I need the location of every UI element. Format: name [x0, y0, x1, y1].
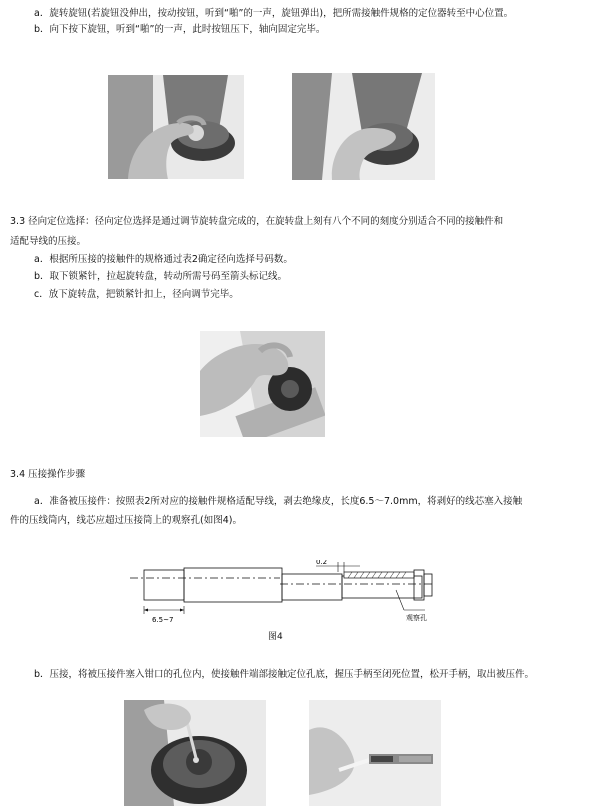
- photo-crimped-contact: [309, 700, 441, 806]
- photo-knob-fixed: [292, 73, 435, 180]
- step-a-knob-text: a．旋转旋钮(若旋钮没伸出，按动按钮，听到“啪”的一声，旋钮弹出)，把所需接触件规格的定位器转至中心位置。: [34, 8, 514, 19]
- tool-insert-icon: [124, 700, 266, 806]
- figure-4-caption: 图4: [268, 632, 283, 642]
- photo-turn-disc: [200, 331, 325, 437]
- dim-gap: 0.2: [316, 560, 328, 566]
- figure-4-diagram: [130, 560, 470, 630]
- hand-pressing-knob-icon: [108, 75, 244, 179]
- step-b-knob-text: b．向下按下旋钮，听到“啪”的一声，此时按钮压下，轴向固定完毕。: [34, 24, 326, 35]
- section-34-step-a-line2: 件的压线筒内，线芯应超过压接筒上的观察孔(如图4)。: [10, 515, 242, 526]
- dim-strip-length: 6.5~7: [152, 616, 174, 624]
- stripped-wire-drawing: [130, 568, 282, 614]
- photo-press-knob: [108, 75, 244, 179]
- crimped-contact-icon: [309, 700, 441, 806]
- section-33-step-c: c．放下旋转盘，把锁紧针扣上，径向调节完毕。: [34, 289, 239, 300]
- hand-turning-disc-icon: [200, 331, 325, 437]
- contact-with-wire-drawing: [280, 562, 435, 610]
- section-34-step-b: b．压接，将被压接件塞入钳口的孔位内，使接触件端部接触定位孔底，握压手柄至闭死位置，松开手柄，取出被压件。: [34, 669, 535, 680]
- section-33-heading-line1: 3.3 径向定位选择：径向定位选择是通过调节旋转盘完成的，在旋转盘上刻有八个不同的刻度分别适合不同的接触件和: [10, 216, 504, 227]
- hand-on-knob-icon: [292, 73, 435, 180]
- section-34-heading: 3.4 压接操作步骤: [10, 469, 86, 480]
- photo-insert-contact: [124, 700, 266, 806]
- section-33-heading-line2: 适配导线的压接。: [10, 236, 87, 247]
- label-observation-hole: 观察孔: [406, 614, 427, 622]
- section-33-step-a: a．根据所压接的接触件的规格通过表2确定径向选择号码数。: [34, 254, 293, 265]
- section-33-step-b: b．取下锁紧针，拉起旋转盘，转动所需号码至箭头标记线。: [34, 271, 288, 282]
- section-34-step-a-line1: a．准备被压接件：按照表2所对应的接触件规格适配导线，剥去绝缘皮，长度6.5～7.0mm，将剥好的线芯塞入接触: [34, 496, 523, 507]
